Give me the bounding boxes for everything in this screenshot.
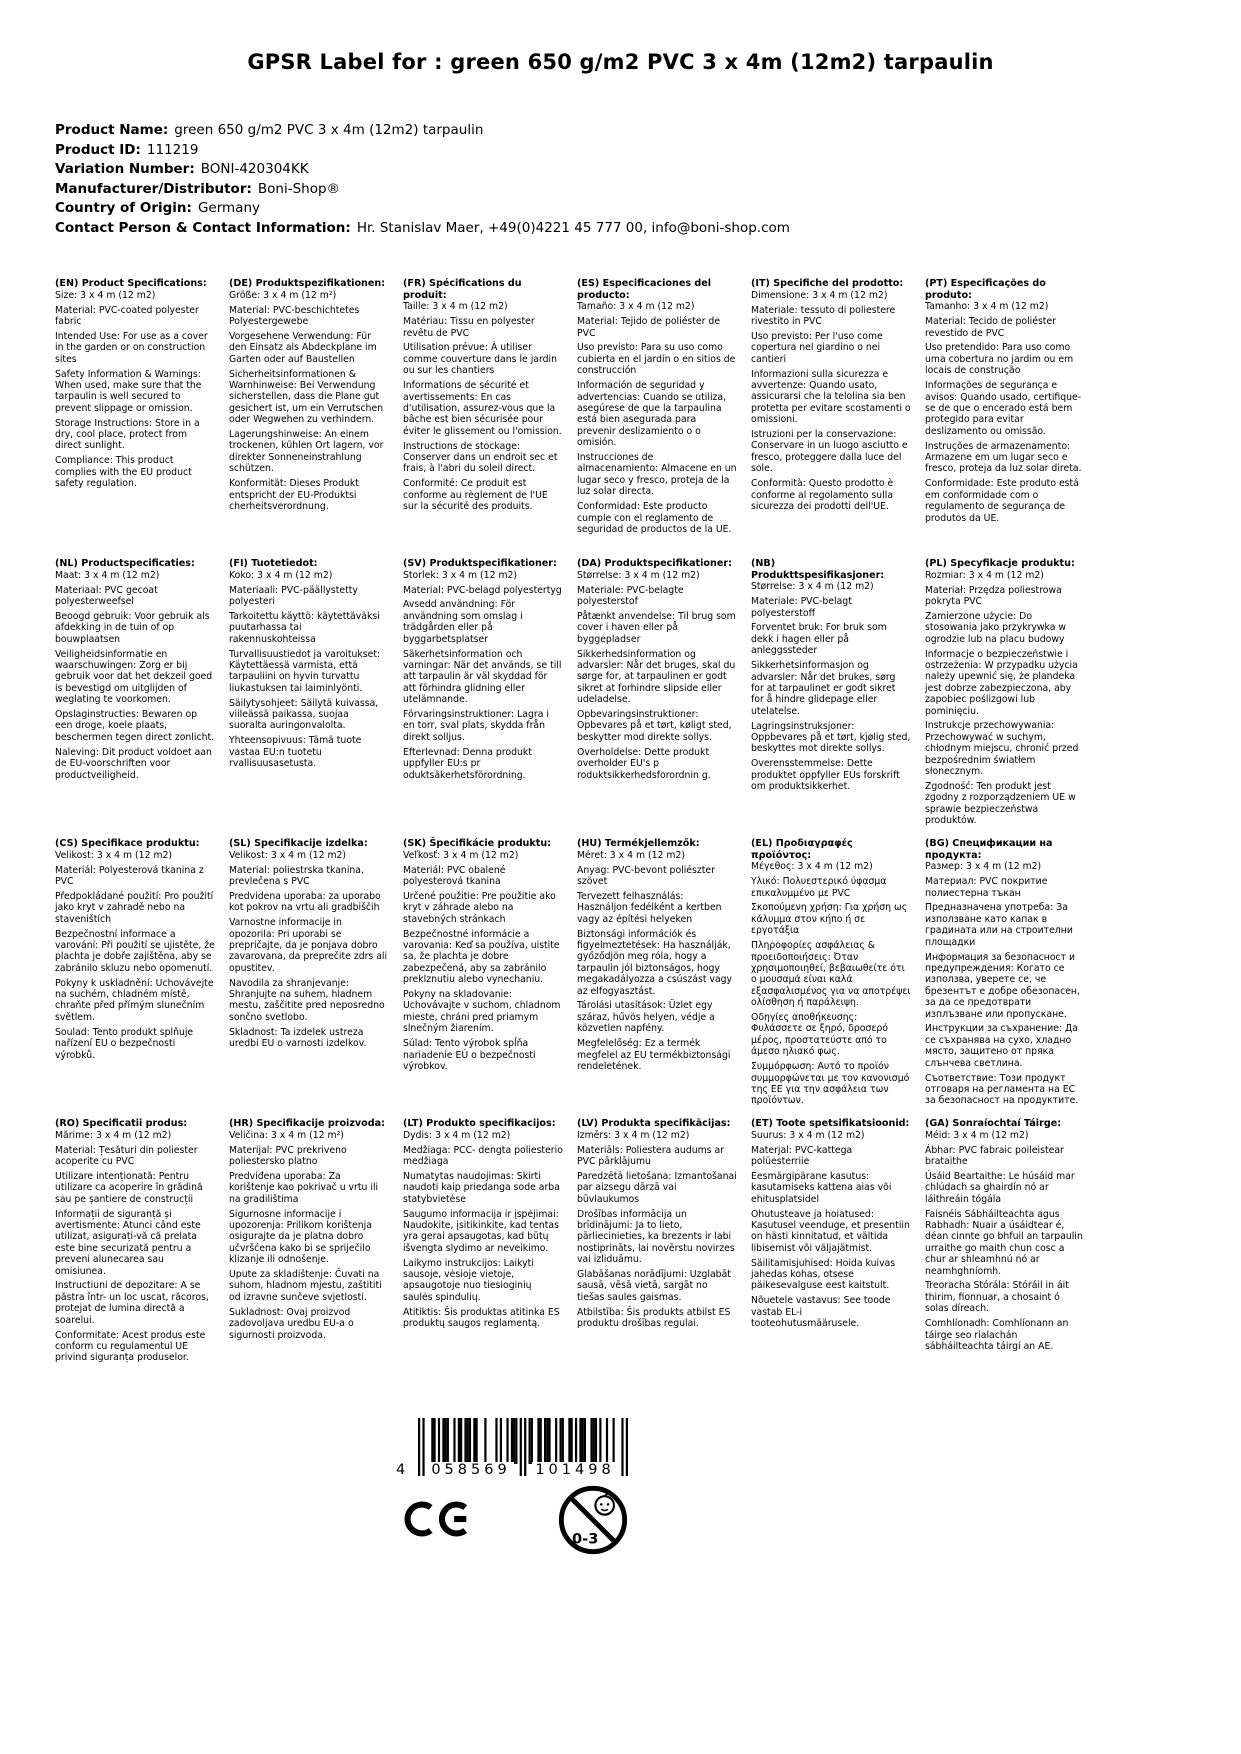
language-block bbox=[925, 1118, 1085, 1398]
spec-paragraph: Material: PVC-beschichtetes Polyestergewebe bbox=[229, 304, 360, 327]
spec-paragraph: Conformità: Questo prodotto è conforme al regolamento sulla sicurezza dei prodotti dell'UE. bbox=[751, 478, 894, 512]
product-info-label: Product Name: bbox=[55, 122, 169, 138]
language-block-heading: (DE) Produktspezifikationen: bbox=[229, 278, 386, 289]
spec-paragraph: Varnostne informacije in opozorila: Pri uporabi se prepričajte, da je ponjava dobro zavarovana, da preprečite zdrs ali opustitev. bbox=[229, 917, 388, 974]
spec-paragraph: Materiál: PVC obalené polyesterová tkanina bbox=[403, 864, 506, 887]
spec-paragraph: Drošības informācija un brīdinājumi: Ja to lieto, pārliecinieties, ka brezents ir labi nostiprināts, lai novērstu novirzes vai izliduāmu. bbox=[577, 1208, 735, 1266]
spec-paragraph: Laikymo instrukcijos: Laikyti sausoje, vėsioje vietoje, apsaugotoje nuo tiesioginių saulės spindulių. bbox=[403, 1257, 534, 1303]
language-block bbox=[403, 1118, 563, 1398]
spec-paragraph: Påtænkt anvendelse: Til brug som cover i haven eller på byggepladser bbox=[577, 610, 736, 645]
spec-paragraph: Méid: 3 x 4 m (12 m2) bbox=[925, 1129, 1029, 1141]
spec-paragraph: Οδηγίες αποθήκευσης: Φυλάσσετε σε ξηρό, δροσερό μέρος, προστατεύστε από το άμεσο ηλιακό φως. bbox=[751, 1012, 888, 1058]
spec-paragraph: Overholdelse: Dette produkt overholder EU's p roduktsikkerhedsforordnin g. bbox=[577, 746, 711, 781]
spec-paragraph: Efterlevnad: Denna produkt uppfyller EU:s pr oduktsäkerhetsförordning. bbox=[403, 746, 532, 781]
spec-paragraph: Informazioni sulla sicurezza e avvertenze: Quando usato, assicurarsi che la telolina sia ben protetta per evitare scostamenti o omissioni. bbox=[751, 368, 911, 426]
spec-paragraph: Πληροφορίες ασφάλειας & προειδοποιήσεις: Όταν χρησιμοποιηθεί, βεβαιωθείτε ότι ο μουσαμά είναι καλά εξασφαλισμένος για να αποτρέψει ολίσθηση ή παράλειψη. bbox=[751, 940, 911, 1009]
spec-paragraph: Bezpečnostní informace a varování: Při použití se ujistěte, že plachta je dobře zajištěna, aby se zabránilo skluzu nebo opomenutí. bbox=[55, 928, 215, 974]
spec-paragraph: Určené použitie: Pre použitie ako kryt v záhrade alebo na stavebných stránkach bbox=[403, 890, 556, 925]
spec-paragraph: Istruzioni per la conservazione: Conservare in un luogo asciutto e fresco, proteggere dalla luce del sole. bbox=[751, 429, 908, 475]
spec-paragraph: Utilizare intenționată: Pentru utilizare ca acoperire în grădină sau pe șantiere de construcții bbox=[55, 1170, 203, 1205]
spec-paragraph: Tamaño: 3 x 4 m (12 m2) bbox=[577, 301, 695, 313]
language-block-heading: (HU) Termékjellemzők: bbox=[577, 838, 700, 849]
language-block-body bbox=[229, 570, 389, 770]
language-block bbox=[55, 558, 215, 838]
language-block bbox=[577, 278, 737, 558]
spec-paragraph: Atitiktis: Šis produktas atitinka ES produktų saugos reglamentą. bbox=[403, 1306, 560, 1330]
language-block bbox=[403, 838, 563, 1118]
language-block-body bbox=[577, 570, 737, 781]
spec-paragraph: Material: poliestrska tkanina, prevlečena s PVC bbox=[229, 864, 364, 887]
spec-paragraph: Conformité: Ce produit est conforme au règlement de l'UE sur la sécurité des produits. bbox=[403, 478, 548, 513]
spec-paragraph: Conformidade: Este produto está em conformidade com o regulamento de segurança de produtos da UE. bbox=[925, 478, 1079, 524]
spec-paragraph: Instruções de armazenamento: Armazene em um lugar seco e fresco, proteja da luz solar direta. bbox=[925, 440, 1082, 475]
language-block-body bbox=[751, 861, 911, 1107]
ce-mark-icon bbox=[403, 1491, 473, 1547]
spec-paragraph: Úsáid Beartaithe: Le húsáid mar chlúdach sa ghairdín nó ar láithreáin tógála bbox=[925, 1170, 1075, 1205]
spec-paragraph: Biztonsági információk és figyelmeztetések: Ha használják, győződjön meg róla, hogy a tarpaulin jól biztonságos, hogy megakadályozza a csúszást vagy az elfogyasztást. bbox=[577, 928, 733, 997]
language-block-heading: (CS) Specifikace produktu: bbox=[55, 838, 200, 849]
product-info-value: Hr. Stanislav Maer, +49(0)4221 45 777 00, info@boni-shop.com bbox=[356, 219, 790, 236]
language-block-heading: (LT) Produkto specifikacijos: bbox=[403, 1118, 556, 1129]
spec-paragraph: Informations de sécurité et avertissements: En cas d'utilisation, assurez-vous que la bâche est bien sécurisée pour éviter le glissement ou l'omission. bbox=[403, 380, 562, 437]
language-block bbox=[229, 838, 389, 1118]
spec-paragraph: Información de seguridad y advertencias: Cuando se utiliza, asegúrese de que la tarpaulina está bien asegurada para prevenir deslizamiento o o omisión. bbox=[577, 380, 727, 449]
spec-paragraph: Eesmärgipärane kasutus: kasutamiseks kattena aias või ehitusplatsidel bbox=[751, 1170, 892, 1205]
spec-paragraph: Säilytysohjeet: Säilytä kuivassa, viileässä paikassa, suojaa suoralta auringonvalolta. bbox=[229, 697, 379, 732]
spec-paragraph: Informații de siguranță și avertismente: Atunci când este utilizat, asigurați-vă că prelata este bine securizată pentru a preveni alunecarea sau omisiunea. bbox=[55, 1208, 201, 1277]
language-block bbox=[925, 278, 1085, 558]
spec-paragraph: Pokyny k uskladnění: Uchovávejte na suchém, chladném místě, chraňte před přímým slunečním světlem. bbox=[55, 977, 214, 1023]
spec-paragraph: Предназначена употреба: За използване като капак в градината или на строителни площадки bbox=[925, 902, 1073, 948]
spec-paragraph: Υλικό: Πολυεστερικό ύφασμα επικαλυμμένο με PVC bbox=[751, 876, 887, 899]
spec-paragraph: Sicherheitsinformationen & Warnhinweise: Bei Verwendung sicherstellen, dass die Plane gut gesichert ist, um ein Verrutschen oder Wegwehen zu verhindern. bbox=[229, 368, 384, 426]
spec-paragraph: Størrelse: 3 x 4 m (12 m2) bbox=[577, 569, 700, 581]
language-block bbox=[577, 1118, 737, 1398]
language-block-heading: (BG) Спецификации на продукта: bbox=[925, 838, 1053, 861]
language-block bbox=[925, 558, 1085, 838]
spec-paragraph: Intended Use: For use as a cover in the garden or on construction sites bbox=[55, 330, 208, 365]
spec-paragraph: Materiál: Polyesterová tkanina z PVC bbox=[55, 864, 204, 887]
language-block-heading: (GA) Sonraíochtaí Táirge: bbox=[925, 1118, 1062, 1129]
spec-paragraph: Materiale: tessuto di poliestere rivestito in PVC bbox=[751, 304, 896, 327]
spec-paragraph: Conformitate: Acest produs este conform cu regulamentul UE privind siguranța produselor. bbox=[55, 1329, 206, 1364]
language-block bbox=[403, 558, 563, 838]
spec-paragraph: Материал: PVC покритие полиестерна тъкан bbox=[925, 876, 1048, 899]
language-block-body bbox=[577, 1130, 737, 1330]
spec-paragraph: Konformität: Dieses Produkt entspricht der EU-Produktsi cherheitsverordnung. bbox=[229, 478, 359, 512]
barcode-digit-first: 4 bbox=[396, 1462, 406, 1478]
spec-paragraph: Størrelse: 3 x 4 m (12 m2) bbox=[751, 581, 874, 593]
spec-paragraph: Pokyny na skladovanie: Uchovávajte v suchom, chladnom mieste, chráni pred priamym slnečným žiarením. bbox=[403, 989, 561, 1035]
spec-paragraph: Sukladnost: Ovaj proizvod zadovoljava uredbu EU-a o sigurnosti proizvoda. bbox=[229, 1306, 354, 1341]
spec-paragraph: Materiał: Przędza poliestrowa pokryta PVC bbox=[925, 584, 1062, 607]
spec-paragraph: Ábhar: PVC fabraic poileistear brataithe bbox=[925, 1144, 1064, 1167]
language-block-body bbox=[55, 570, 215, 781]
product-info-label: Country of Origin: bbox=[55, 200, 192, 216]
spec-paragraph: Размер: 3 x 4 m (12 m2) bbox=[925, 861, 1042, 873]
language-block bbox=[229, 1118, 389, 1398]
spec-paragraph: Forventet bruk: For bruk som dekk i hagen eller på anleggssteder bbox=[751, 622, 887, 657]
spec-paragraph: Uso previsto: Para su uso como cubierta en el jardín o en sitios de construcción bbox=[577, 342, 736, 377]
language-block bbox=[229, 558, 389, 838]
spec-paragraph: Lagringsinstruksjoner: Oppbevares på et tørt, kjølig sted, beskyttes mot direkte sollys. bbox=[751, 720, 911, 755]
spec-paragraph: Zamierzone użycie: Do stosowania jako przykrywka w ogrodzie lub na placu budowy bbox=[925, 610, 1067, 645]
spec-paragraph: Informações de segurança e avisos: Quando usado, certifique-se de que o encerado está bem protegido para evitar deslizamento ou omissão. bbox=[925, 380, 1082, 437]
spec-paragraph: Instrucciones de almacenamiento: Almacene en un lugar seco y fresco, proteja de la luz solar directa. bbox=[577, 452, 737, 498]
spec-paragraph: Mărime: 3 x 4 m (12 m2) bbox=[55, 1129, 172, 1141]
language-block-heading: (SL) Specifikacije izdelka: bbox=[229, 838, 368, 849]
language-block-heading: (SK) Špecifikácie produktu: bbox=[403, 838, 552, 849]
product-info-row bbox=[55, 121, 790, 141]
spec-paragraph: Storage Instructions: Store in a dry, cool place, protect from direct sunlight. bbox=[55, 417, 200, 452]
spec-paragraph: Instructions de stockage: Conserver dans un endroit sec et frais, à l'abri du soleil direct. bbox=[403, 440, 558, 475]
spec-paragraph: Safety Information & Warnings: When used, make sure that the tarpaulin is well secured to prevent slippage or omission. bbox=[55, 368, 202, 414]
language-block-heading: (SV) Produktspecifikationer: bbox=[403, 558, 557, 569]
spec-paragraph: Materjal: PVC-kattega polüesterriie bbox=[751, 1144, 853, 1167]
language-block-body bbox=[229, 290, 389, 513]
product-info-row bbox=[55, 160, 790, 180]
language-block-body bbox=[403, 570, 563, 781]
spec-paragraph: Faisnéis Sábháilteachta agus Rabhadh: Nuair a úsáidtear é, déan cinnte go bhfuil an tarpaulin urraithe go maith chun cosc a chur ar shleamhnú nó ar neamhghníomh. bbox=[925, 1208, 1083, 1277]
language-block-body bbox=[403, 850, 563, 1073]
language-grid bbox=[55, 278, 1085, 1398]
spec-paragraph: Velikost: 3 x 4 m (12 m2) bbox=[229, 849, 347, 861]
product-info-label: Product ID: bbox=[55, 141, 141, 158]
product-info bbox=[55, 121, 790, 238]
spec-paragraph: Maat: 3 x 4 m (12 m2) bbox=[55, 569, 160, 581]
spec-paragraph: Compliance: This product complies with the EU product safety regulation. bbox=[55, 455, 192, 490]
spec-paragraph: Navodila za shranjevanje: Shranjujte na suhem, hladnem mestu, zaščitite pred neposredno sončno svetlobo. bbox=[229, 977, 385, 1023]
spec-paragraph: Materiāls: Poliestera audums ar PVC pārklājumu bbox=[577, 1144, 724, 1167]
language-block-body bbox=[925, 301, 1085, 524]
language-block-heading: (FR) Spécifications du produit: bbox=[403, 278, 522, 301]
language-block-heading: (DA) Produktspecifikationer: bbox=[577, 558, 732, 569]
product-info-row bbox=[55, 180, 790, 200]
spec-paragraph: Material: Țesături din poliester acoperite cu PVC bbox=[55, 1144, 198, 1167]
spec-paragraph: Upute za skladištenje: Čuvati na suhom, hladnom mjestu, zaštititi od izravne sunčeve svjetlosti. bbox=[229, 1269, 382, 1303]
language-block-body bbox=[229, 850, 389, 1050]
spec-paragraph: Suurus: 3 x 4 m (12 m2) bbox=[751, 1129, 865, 1141]
language-block-body bbox=[751, 581, 911, 792]
spec-paragraph: Ohutusteave ja hoiatused: Kasutusel veenduge, et presentiin on hästi kinnitatud, et vältida libisemist või väljajätmist. bbox=[751, 1208, 910, 1254]
barcode-digits-right: 101498 bbox=[532, 1462, 618, 1478]
spec-paragraph: Lagerungshinweise: An einem trockenen, kühlen Ort lagern, vor direkter Sonneneinstrahlung schützen. bbox=[229, 429, 384, 475]
spec-paragraph: Taille: 3 x 4 m (12 m2) bbox=[403, 301, 508, 313]
language-block-heading: (ET) Toote spetsifikatsioonid: bbox=[751, 1118, 910, 1129]
language-block bbox=[577, 558, 737, 838]
spec-paragraph: Μέγεθος: 3 x 4 m (12 m2) bbox=[751, 861, 873, 873]
spec-paragraph: Σκοπούμενη χρήση: Για χρήση ως κάλυμμα στον κήπο ή σε εργοτάξια bbox=[751, 902, 908, 937]
spec-paragraph: Predvidena uporaba: za uporabo kot pokrov na vrtu ali gradbiščih bbox=[229, 890, 381, 914]
language-block-heading: (FI) Tuotetiedot: bbox=[229, 558, 318, 569]
language-block bbox=[925, 838, 1085, 1118]
spec-paragraph: Comhlíonadh: Comhlíonann an táirge seo rialachán sábháilteachta táirgí an AE. bbox=[925, 1318, 1069, 1352]
spec-paragraph: Opslaginstructies: Bewaren op een droge, koele plaats, beschermen tegen direct zonlicht. bbox=[55, 709, 215, 743]
spec-paragraph: Materiaal: PVC gecoat polyesterweefsel bbox=[55, 584, 158, 607]
product-info-value: green 650 g/m2 PVC 3 x 4m (12m2) tarpaulin bbox=[174, 122, 484, 138]
spec-paragraph: Predviđena uporaba: Za korištenje kao pokrivač u vrtu ili na gradilištima bbox=[229, 1170, 379, 1205]
language-block-heading: (NB) Produkttspesifikasjoner: bbox=[751, 558, 885, 581]
spec-paragraph: Paredzētā lietošana: Izmantošanai par aizsegu dārzā vai būvlaukumos bbox=[577, 1170, 737, 1205]
spec-paragraph: Instructiuni de depozitare: A se păstra într- un loc uscat, răcoros, protejat de lumina directă a soarelui. bbox=[55, 1280, 209, 1326]
spec-paragraph: Storlek: 3 x 4 m (12 m2) bbox=[403, 569, 518, 581]
language-block bbox=[55, 838, 215, 1118]
spec-paragraph: Sikkerhetsinformasjon og advarsler: Når det brukes, sørg for at tarpaulinet er godt sikret for å hindre glidepage eller utelatelse. bbox=[751, 660, 896, 717]
spec-paragraph: Glabāšanas norādījumi: Uzglabāt sausā, vēsā vietā, sargāt no tiešas saules gaismas. bbox=[577, 1269, 731, 1303]
spec-paragraph: Sikkerhedsinformation og advarsler: Når det bruges, skal du sørge for, at tarpaulinen er godt sikret at forhindre slipside eller udeladelse. bbox=[577, 648, 736, 706]
language-block bbox=[751, 558, 911, 838]
language-block-heading: (NL) Productspecificaties: bbox=[55, 558, 195, 569]
language-block-heading: (PL) Specyfikacje produktu: bbox=[925, 558, 1075, 569]
spec-paragraph: Vorgesehene Verwendung: Für den Einsatz als Abdeckplane im Garten oder auf Baustellen bbox=[229, 330, 377, 365]
language-block bbox=[751, 838, 911, 1118]
language-block-body bbox=[577, 850, 737, 1073]
language-block-body bbox=[55, 290, 215, 490]
spec-paragraph: Zgodność: Ten produkt jest zgodny z rozporządzeniem UE w sprawie bezpieczeństwa produktów. bbox=[925, 781, 1076, 827]
language-block-body bbox=[55, 1130, 215, 1364]
spec-paragraph: Conformidad: Este producto cumple con el reglamento de seguridad de productos de la UE. bbox=[577, 501, 732, 535]
spec-paragraph: Material: PVC-coated polyester fabric bbox=[55, 304, 199, 327]
spec-paragraph: Méret: 3 x 4 m (12 m2) bbox=[577, 849, 686, 861]
spec-paragraph: Bezpečnostné informácie a varovania: Keď sa používa, uistite sa, že plachta je dobre zabezpečená, aby sa zabránilo preklznutiu alebo vynechaniu. bbox=[403, 928, 560, 986]
spec-paragraph: Size: 3 x 4 m (12 m2) bbox=[55, 289, 156, 301]
spec-paragraph: Koko: 3 x 4 m (12 m2) bbox=[229, 569, 333, 581]
spec-paragraph: Größe: 3 x 4 m (12 m²) bbox=[229, 289, 337, 301]
language-block-body bbox=[925, 861, 1085, 1107]
language-block-body bbox=[751, 1130, 911, 1330]
spec-paragraph: Tárolási utasítások: Üzlet egy száraz, hűvös helyen, védje a közvetlen napfény. bbox=[577, 1000, 715, 1035]
spec-paragraph: Material: Tecido de poliéster revestido de PVC bbox=[925, 316, 1056, 339]
spec-paragraph: Tarkoitettu käyttö: käytettäväksi puutarhassa tai rakennuskohteissa bbox=[229, 610, 380, 645]
product-info-value: BONI-420304KK bbox=[200, 161, 309, 177]
spec-paragraph: Förvaringsinstruktioner: Lagra i en torr, sval plats, skydda från direkt solljus. bbox=[403, 709, 549, 743]
language-block-heading: (IT) Specifiche del prodotto: bbox=[751, 278, 904, 289]
spec-paragraph: Uso pretendido: Para uso como uma cobertura no jardim ou em locais de construção bbox=[925, 342, 1074, 377]
language-block bbox=[751, 278, 911, 558]
language-block-heading: (LV) Produkta specifikācijas: bbox=[577, 1118, 731, 1129]
spec-paragraph: Súlad: Tento výrobok spĺňa nariadenie EÚ o bezpečnosti výrobkov. bbox=[403, 1038, 536, 1072]
spec-paragraph: Säilitamisjuhised: Hoida kuivas jahedas kohas, otsese päikesevalguse eest kaitstult. bbox=[751, 1257, 896, 1292]
spec-paragraph: Atbilstība: Šis produkts atbilst ES produktu drošības regulai. bbox=[577, 1306, 731, 1330]
spec-paragraph: Säkerhetsinformation och varningar: När det används, se till att tarpaulin är väl skyddad för att förhindra glidning eller utelämnande. bbox=[403, 648, 562, 706]
spec-paragraph: Material: PVC-belagd polyestertyg bbox=[403, 584, 562, 596]
language-block bbox=[577, 838, 737, 1118]
product-info-row bbox=[55, 141, 790, 161]
spec-paragraph: Naleving: Dit product voldoet aan de EU-voorschriften voor productveiligheid. bbox=[55, 746, 212, 781]
spec-paragraph: Informacje o bezpieczeństwie i ostrzeżenia: W przypadku użycia należy upewnić się, że plandeka jest dobrze zabezpieczona, aby zapobiec poślizgowi lub pominięciu. bbox=[925, 648, 1078, 717]
spec-paragraph: Инструкции за съхранение: Да се съхранява на сухо, хладно място, защитено от пряка слънчева светлина. bbox=[925, 1023, 1079, 1069]
language-block-body bbox=[751, 290, 911, 513]
language-block bbox=[55, 278, 215, 558]
spec-paragraph: Saugumo informacija ir įspėjimai: Naudokite, įsitikinkite, kad tentas yra gerai apsaugotas, kad būtų išvengta slydimo ar neveikimo. bbox=[403, 1208, 559, 1254]
spec-paragraph: Veličina: 3 x 4 m (12 m²) bbox=[229, 1129, 344, 1141]
spec-paragraph: Turvallisuustiedot ja varoitukset: Käytettäessä varmista, että tarpauliini on hyvin turvattu liukastuksen tai laiminlyönti. bbox=[229, 648, 381, 694]
product-info-row bbox=[55, 199, 790, 219]
spec-paragraph: Material: Tejido de poliéster de PVC bbox=[577, 316, 721, 339]
spec-paragraph: Materiaali: PVC-päällystetty polyesteri bbox=[229, 584, 358, 607]
spec-paragraph: Veiligheidsinformatie en waarschuwingen: Zorg er bij gebruik voor dat het dekzeil goed is bevestigd om uitglijden of weglating te voorkomen. bbox=[55, 648, 213, 706]
spec-paragraph: Izmērs: 3 x 4 m (12 m2) bbox=[577, 1129, 690, 1141]
language-block bbox=[751, 1118, 911, 1398]
spec-paragraph: Uso previsto: Per l'uso come copertura nel giardino o nei cantieri bbox=[751, 330, 883, 365]
language-block-body bbox=[403, 1130, 563, 1330]
spec-paragraph: Skladnost: Ta izdelek ustreza uredbi EU o varnosti izdelkov. bbox=[229, 1026, 367, 1050]
product-info-value: 111219 bbox=[146, 141, 199, 158]
spec-paragraph: Yhteensopivuus: Tämä tuote vastaa EU:n tuotetu rvallisuusasetusta. bbox=[229, 735, 362, 770]
product-info-label: Variation Number: bbox=[55, 161, 195, 177]
spec-paragraph: Beoogd gebruik: Voor gebruik als afdekking in de tuin of op bouwplaatsen bbox=[55, 610, 210, 645]
spec-paragraph: Информация за безопасност и предупреждения: Когато се използва, уверете се, че брезентът е добре обезопасен, за да се предотврати изплъзване или пропускане. bbox=[925, 951, 1080, 1020]
language-block-body bbox=[925, 570, 1085, 827]
language-block-heading: (EN) Product Specifications: bbox=[55, 278, 207, 289]
product-info-value: Boni-Shop® bbox=[257, 180, 341, 197]
spec-paragraph: Tamanho: 3 x 4 m (12 m2) bbox=[925, 301, 1049, 313]
spec-paragraph: Съответствие: Този продукт отговаря на регламента на ЕС за безопасност на продуктите. bbox=[925, 1072, 1079, 1107]
spec-paragraph: Medžiaga: PCC- dengta poliesterio medžiaga bbox=[403, 1144, 563, 1167]
page-title: GPSR Label for : green 650 g/m2 PVC 3 x 4m (12m2) tarpaulin bbox=[247, 50, 994, 74]
spec-paragraph: Dydis: 3 x 4 m (12 m2) bbox=[403, 1129, 511, 1141]
spec-paragraph: Instrukcje przechowywania: Przechowywać w suchym, chłodnym miejscu, chronić przed bezpośrednim światłem słonecznym. bbox=[925, 720, 1079, 778]
language-block-body bbox=[229, 1130, 389, 1341]
spec-paragraph: Materiale: PVC-belagte polyesterstof bbox=[577, 584, 684, 607]
spec-paragraph: Utilisation prévue: À utiliser comme couverture dans le jardin ou sur les chantiers bbox=[403, 342, 558, 377]
language-block-heading: (PT) Especificações do produto: bbox=[925, 278, 1046, 301]
spec-paragraph: Tervezett felhasználás: Használjon fedélként a kertben vagy az építési helyeken bbox=[577, 890, 722, 925]
spec-paragraph: Soulad: Tento produkt splňuje nařízení EU o bezpečnosti výrobků. bbox=[55, 1026, 194, 1061]
spec-paragraph: Předpokládané použití: Pro použití jako kryt v zahradě nebo na staveništích bbox=[55, 890, 214, 925]
product-info-value: Germany bbox=[197, 200, 260, 216]
language-block bbox=[403, 278, 563, 558]
spec-paragraph: Treoracha Stórála: Stóráil in áit thirim, fionnuar, a chosaint ó solas díreach. bbox=[925, 1280, 1069, 1315]
spec-paragraph: Megfelelőség: Ez a termék megfelel az EU termékbiztonsági rendeletének. bbox=[577, 1038, 731, 1072]
spec-paragraph: Veľkosť: 3 x 4 m (12 m2) bbox=[403, 849, 519, 861]
spec-paragraph: Dimensione: 3 x 4 m (12 m2) bbox=[751, 289, 888, 301]
barcode-digits-left: 058569 bbox=[428, 1462, 514, 1478]
product-info-row bbox=[55, 219, 790, 239]
spec-paragraph: Avsedd användning: För användning som omslag i trädgården eller på byggarbetsplatser bbox=[403, 599, 523, 645]
language-block bbox=[55, 1118, 215, 1398]
spec-paragraph: Συμμόρφωση: Αυτό το προϊόν συμμορφώνεται με τον κανονισμό της ΕΕ για την ασφάλεια των προϊόντων. bbox=[751, 1061, 910, 1107]
language-block-heading: (ES) Especificaciones del producto: bbox=[577, 278, 712, 301]
language-block-body bbox=[55, 850, 215, 1061]
spec-paragraph: Materiale: PVC-belagt polyesterstoff bbox=[751, 596, 852, 619]
ean13-barcode bbox=[392, 1418, 642, 1482]
spec-paragraph: Rozmiar: 3 x 4 m (12 m2) bbox=[925, 569, 1044, 581]
product-info-label: Contact Person & Contact Information: bbox=[55, 219, 351, 236]
spec-paragraph: Numatytas naudojimas: Skirti naudoti kaip priedanga sode arba statybvietėse bbox=[403, 1170, 560, 1205]
language-block-heading: (HR) Specifikacije proizvoda: bbox=[229, 1118, 385, 1129]
spec-paragraph: Sigurnosne informacije i upozorenja: Prilikom korištenja osigurajte da je platna dobro učvršćena kako bi se spriječilo klizanje ili odnošenje. bbox=[229, 1208, 372, 1266]
spec-paragraph: Overensstemmelse: Dette produktet oppfyller EUs forskrift om produktsikkerhet. bbox=[751, 758, 900, 793]
spec-paragraph: Anyag: PVC-bevont poliészter szövet bbox=[577, 864, 715, 887]
language-block-heading: (EL) Προδιαγραφές προϊόντος: bbox=[751, 838, 853, 861]
age-warning-0-3-icon bbox=[556, 1483, 630, 1557]
language-block-body bbox=[925, 1130, 1085, 1353]
spec-paragraph: Nõuetele vastavus: See toode vastab EL-i tooteohutusmäärusele. bbox=[751, 1295, 891, 1330]
spec-paragraph: Matériau: Tissu en polyester revêtu de PVC bbox=[403, 316, 535, 339]
language-block-body bbox=[403, 301, 563, 512]
spec-paragraph: Opbevaringsinstruktioner: Opbevares på et tørt, køligt sted, beskytter mod direkte sollys. bbox=[577, 709, 732, 743]
language-block bbox=[229, 278, 389, 558]
age-range-label: 0-3 bbox=[572, 1530, 599, 1548]
product-info-label: Manufacturer/Distributor: bbox=[55, 180, 252, 197]
language-block-body bbox=[577, 301, 737, 535]
language-block-heading: (RO) Specificatii produs: bbox=[55, 1118, 188, 1129]
spec-paragraph: Materijal: PVC prekriveno poliestersko platno bbox=[229, 1144, 347, 1167]
spec-paragraph: Velikost: 3 x 4 m (12 m2) bbox=[55, 849, 173, 861]
